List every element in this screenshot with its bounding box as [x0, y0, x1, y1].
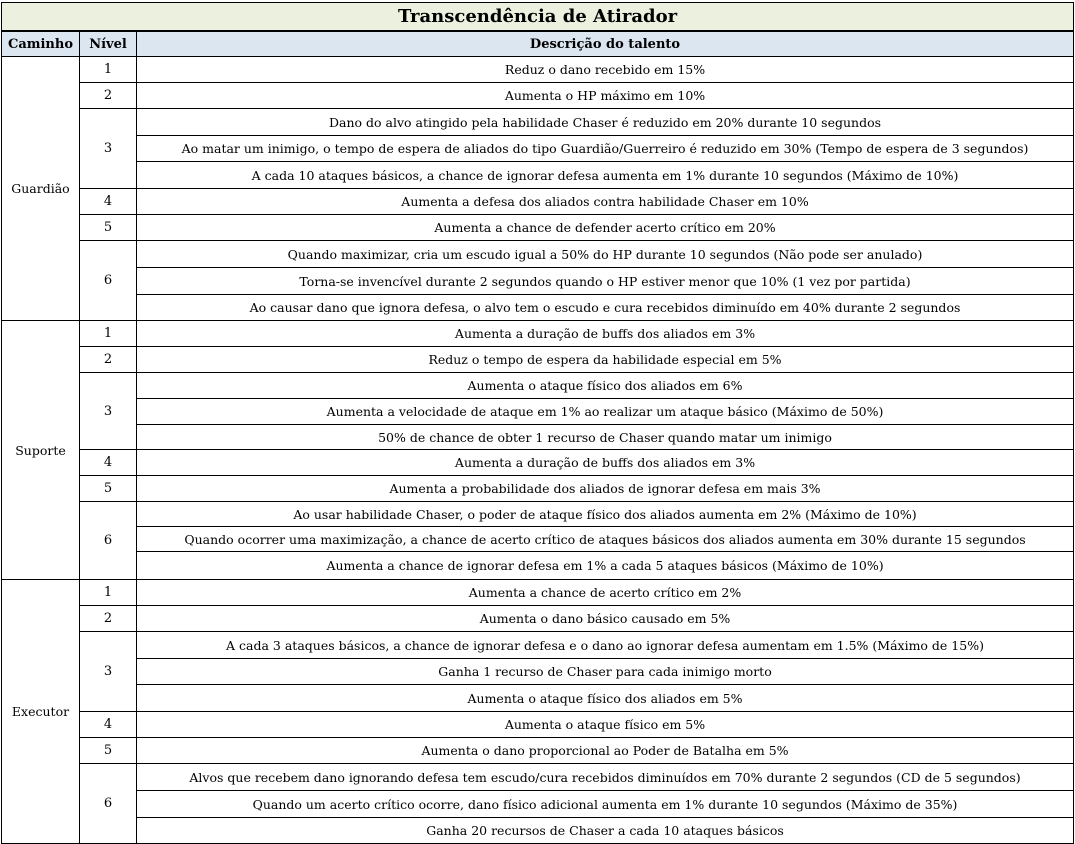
level-cell: 4	[80, 189, 137, 215]
level-cell: 6	[80, 241, 137, 321]
table-row	[2, 399, 1074, 425]
level-cell: 2	[80, 606, 137, 632]
table-row	[2, 425, 1074, 450]
table-row	[2, 764, 1074, 791]
talent-description: Dano do alvo atingido pela habilidade Chaser é reduzido em 20% durante 10 segundos	[137, 109, 1074, 136]
table-row	[2, 373, 1074, 399]
talent-description: Reduz o tempo de espera da habilidade especial em 5%	[137, 347, 1074, 373]
talent-body	[2, 57, 1074, 844]
level-cell: 3	[80, 109, 137, 189]
table-row	[2, 818, 1074, 844]
table-row	[2, 268, 1074, 295]
level-cell: 5	[80, 738, 137, 764]
talent-description: Quando maximizar, cria um escudo igual a 50% do HP durante 10 segundos (Não pode ser anulado)	[137, 241, 1074, 268]
table-row	[2, 450, 1074, 476]
table-row	[2, 295, 1074, 321]
talent-description: Aumenta o ataque físico dos aliados em 5%	[137, 685, 1074, 712]
talent-description: Ao causar dano que ignora defesa, o alvo tem o escudo e cura recebidos diminuído em 40% durante 2 segundos	[137, 295, 1074, 321]
talent-description: Aumenta a duração de buffs dos aliados em 3%	[137, 321, 1074, 347]
talent-description: Ao matar um inimigo, o tempo de espera de aliados do tipo Guardião/Guerreiro é reduzido em 30% (Tempo de espera de 3 segundos)	[137, 136, 1074, 162]
talent-table	[1, 2, 1074, 844]
talent-description: Ao usar habilidade Chaser, o poder de ataque físico dos aliados aumenta em 2% (Máximo de 10%)	[137, 502, 1074, 527]
table-row	[2, 189, 1074, 215]
level-cell: 6	[80, 764, 137, 844]
table-row	[2, 162, 1074, 189]
table-row	[2, 136, 1074, 162]
table-row	[2, 527, 1074, 552]
table-row	[2, 552, 1074, 580]
talent-description: Aumenta a chance de acerto crítico em 2%	[137, 580, 1074, 606]
level-cell: 5	[80, 476, 137, 502]
table-row	[2, 347, 1074, 373]
table-row	[2, 83, 1074, 109]
header-level: Nível	[80, 31, 137, 57]
talent-description: Ganha 1 recurso de Chaser para cada inimigo morto	[137, 659, 1074, 685]
talent-description: Aumenta a probabilidade dos aliados de ignorar defesa em mais 3%	[137, 476, 1074, 502]
level-cell: 5	[80, 215, 137, 241]
level-cell: 3	[80, 632, 137, 712]
table-row	[2, 738, 1074, 764]
header-path: Caminho	[2, 31, 80, 57]
talent-description: A cada 3 ataques básicos, a chance de ignorar defesa e o dano ao ignorar defesa aumentam em 1.5% (Máximo de 15%)	[137, 632, 1074, 659]
level-cell: 1	[80, 321, 137, 347]
table-row	[2, 241, 1074, 268]
level-cell: 4	[80, 450, 137, 476]
talent-description: 50% de chance de obter 1 recurso de Chaser quando matar um inimigo	[137, 425, 1074, 450]
talent-description: Torna-se invencível durante 2 segundos quando o HP estiver menor que 10% (1 vez por partida)	[137, 268, 1074, 295]
level-cell: 1	[80, 580, 137, 606]
table-row	[2, 580, 1074, 606]
talent-description: Aumenta a velocidade de ataque em 1% ao realizar um ataque básico (Máximo de 50%)	[137, 399, 1074, 425]
level-cell: 3	[80, 373, 137, 450]
table-row	[2, 57, 1074, 83]
talent-description: Aumenta o ataque físico dos aliados em 6%	[137, 373, 1074, 399]
level-cell: 2	[80, 83, 137, 109]
table-row	[2, 109, 1074, 136]
header-description: Descrição do talento	[137, 31, 1074, 57]
table-title: Transcendência de Atirador	[2, 3, 1074, 32]
talent-description: A cada 10 ataques básicos, a chance de ignorar defesa aumenta em 1% durante 10 segundos (Máximo de 10%)	[137, 162, 1074, 189]
level-cell: 1	[80, 57, 137, 83]
talent-description: Quando um acerto crítico ocorre, dano físico adicional aumenta em 1% durante 10 segundos (Máximo de 35%)	[137, 791, 1074, 818]
table-row	[2, 632, 1074, 659]
talent-description: Reduz o dano recebido em 15%	[137, 57, 1074, 83]
talent-description: Aumenta a duração de buffs dos aliados em 3%	[137, 450, 1074, 476]
table-row	[2, 606, 1074, 632]
talent-description: Aumenta a chance de ignorar defesa em 1% a cada 5 ataques básicos (Máximo de 10%)	[137, 552, 1074, 580]
table-row	[2, 476, 1074, 502]
table-row	[2, 502, 1074, 527]
table-row	[2, 791, 1074, 818]
level-cell: 4	[80, 712, 137, 738]
talent-description: Alvos que recebem dano ignorando defesa tem escudo/cura recebidos diminuídos em 70% durante 2 segundos (CD de 5 segundos)	[137, 764, 1074, 791]
path-cell: Executor	[2, 580, 80, 844]
talent-description: Aumenta o dano proporcional ao Poder de Batalha em 5%	[137, 738, 1074, 764]
table-row	[2, 712, 1074, 738]
talent-description: Aumenta a chance de defender acerto crítico em 20%	[137, 215, 1074, 241]
talent-description: Aumenta o HP máximo em 10%	[137, 83, 1074, 109]
level-cell: 2	[80, 347, 137, 373]
talent-description: Aumenta o ataque físico em 5%	[137, 712, 1074, 738]
path-cell: Guardião	[2, 57, 80, 321]
level-cell: 6	[80, 502, 137, 580]
talent-description: Aumenta o dano básico causado em 5%	[137, 606, 1074, 632]
path-cell: Suporte	[2, 321, 80, 580]
talent-description: Ganha 20 recursos de Chaser a cada 10 ataques básicos	[137, 818, 1074, 844]
talent-description: Aumenta a defesa dos aliados contra habilidade Chaser em 10%	[137, 189, 1074, 215]
table-row	[2, 321, 1074, 347]
table-row	[2, 215, 1074, 241]
table-row	[2, 685, 1074, 712]
table-row	[2, 659, 1074, 685]
talent-description: Quando ocorrer uma maximização, a chance de acerto crítico de ataques básicos dos aliados aumenta em 30% durante 15 segundos	[137, 527, 1074, 552]
